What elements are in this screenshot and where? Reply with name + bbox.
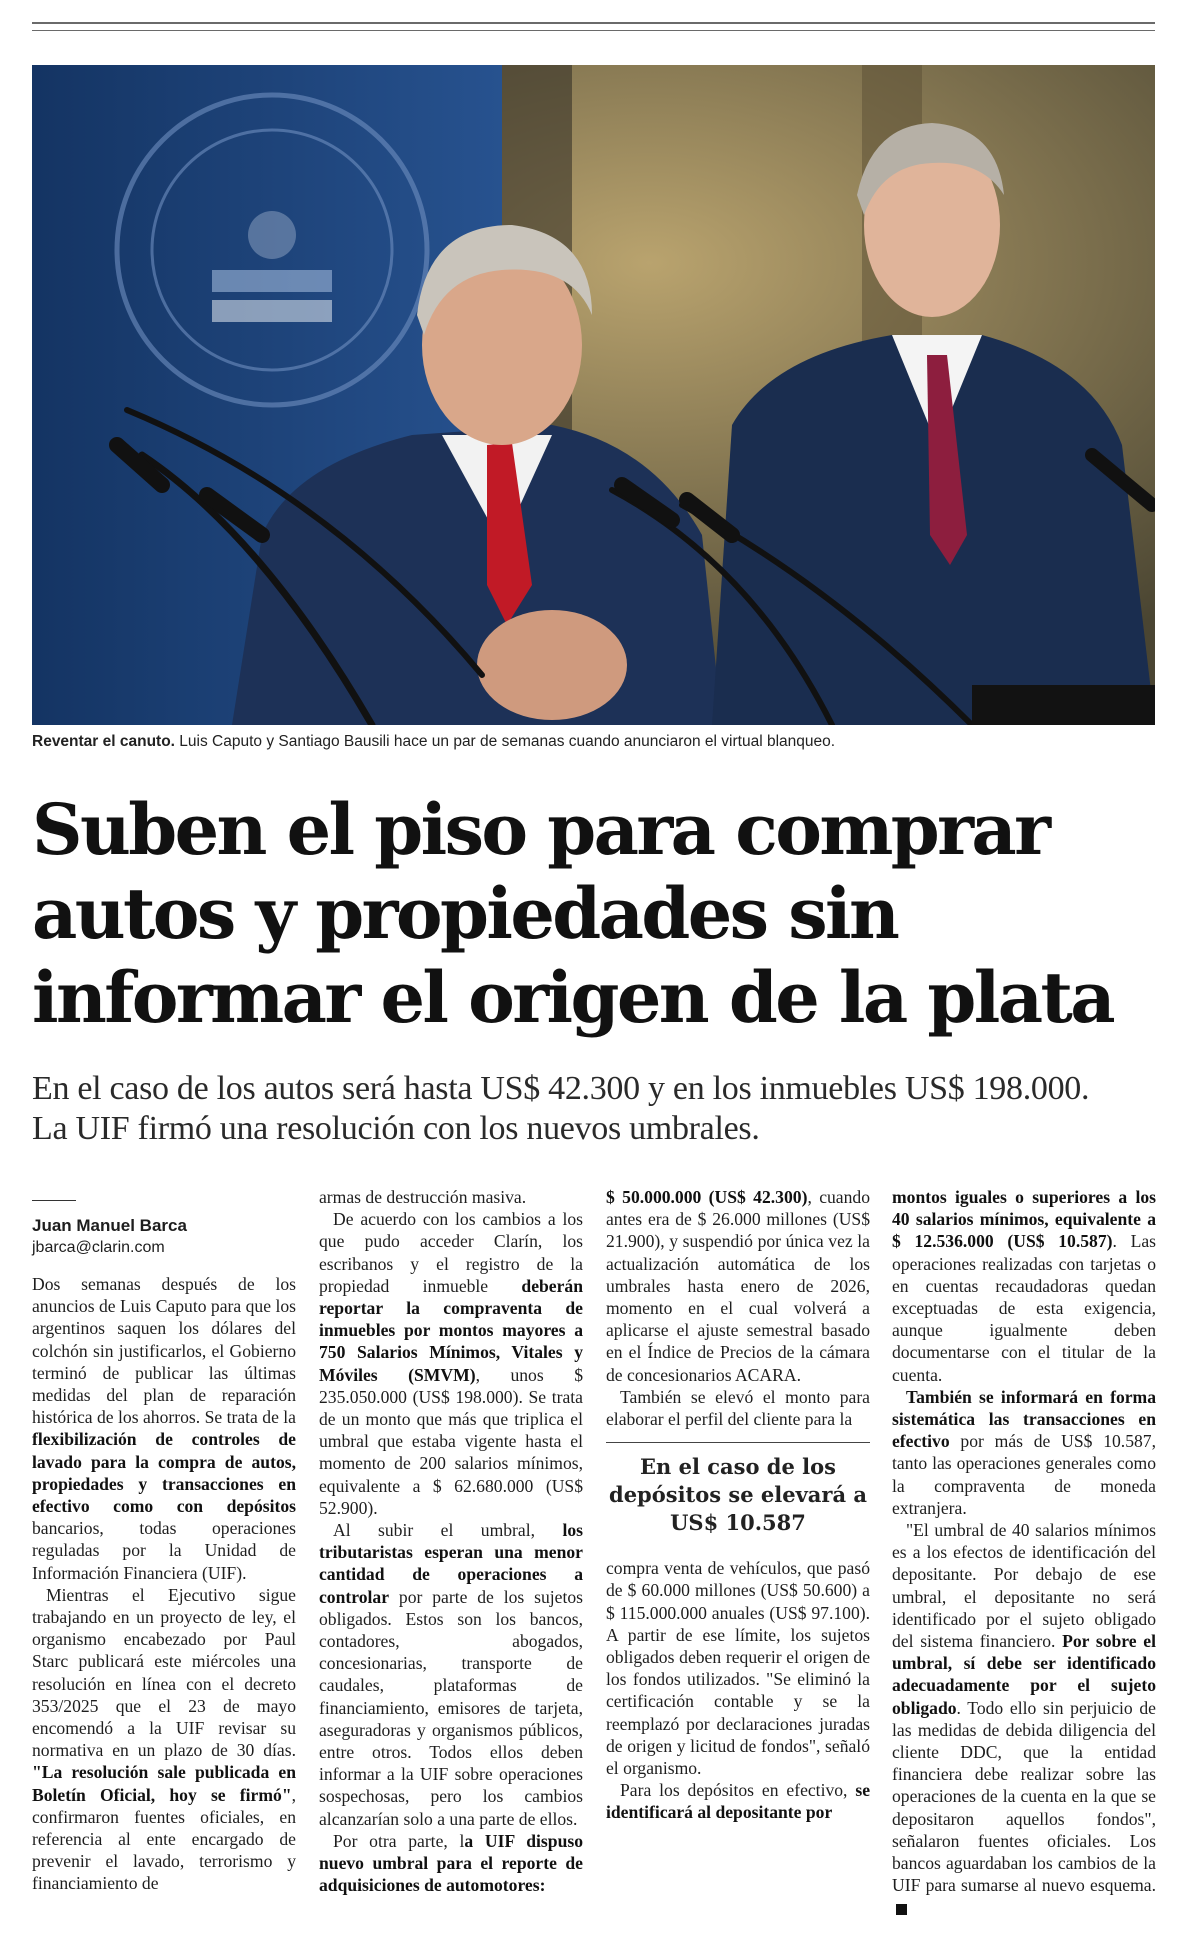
end-mark-icon <box>896 1904 907 1915</box>
paragraph: compra venta de vehículos, que pasó de $ 60.000 millones (US$ 50.600) a $ 115.000.000 anuales (US$ 97.100). A partir de ese límite, los sujetos obligados deben requerir el origen de los fondos utilizados. "Se eliminó la certificación contable y se la reemplazó por declaraciones juradas de origen y licitud de fondos", señaló el organismo. <box>606 1558 870 1779</box>
paragraph: armas de destrucción masiva. <box>319 1187 527 1207</box>
article-column-1 <box>32 1188 296 1895</box>
paragraph: Al subir el umbral, los tributaristas esperan una menor cantidad de operaciones a controlar por parte de los sujetos obligados. Estos son los bancos, contadores, abogados, concesionarias, transporte de caudales, plataformas de financiamiento, emisores de tarjeta, aseguradoras y organismos públicos, entre otros. Todos ellos deben informar a la UIF sobre operaciones sospechosas, pero los cambios alcanzarían solo a una parte de ellos. <box>319 1520 583 1829</box>
photo-caption <box>32 732 1155 752</box>
photo-illustration <box>32 65 1155 725</box>
subheadline-line: En el caso de los autos será hasta US$ 42.300 y en los inmuebles US$ 198.000. <box>32 1070 1090 1107</box>
paragraph: Dos semanas después de los anuncios de Luis Caputo para que los argentinos saquen los dólares del colchón sin justificarlos, el Gobierno terminó de publicar las últimas medidas del plan de reparación histórica de los ahorros. Se trata de la flexibilización de controles de lavado para la compra de autos, propiedades y transacciones en efectivo como con depósitos bancarios, todas operaciones reguladas por la Unidad de Información Financiera (UIF). <box>32 1274 296 1583</box>
paragraph: montos iguales o superiores a los 40 salarios mínimos, equivalente a $ 12.536.000 (US$ 10.587). Las operaciones realizadas con tarjetas o en cuentas recaudadoras quedan exceptuadas de esta exigencia, aunque igualmente deben documentarse con el titular de la cuenta. <box>892 1187 1156 1385</box>
press-conference-photo <box>32 65 1155 725</box>
article-column-2 <box>319 1186 583 1897</box>
paragraph: "El umbral de 40 salarios mínimos es a los efectos de identificación del depositante. Por debajo de ese umbral, el depositante no será identificado por el sujeto obligado del sistema financiero. Por sobre el umbral, sí debe ser identificado adecuadamente por el sujeto obligado. Todo ello sin perjuicio de las medidas de debida diligencia del cliente DDC, que la entidad financiera debe realizar sobre las operaciones de la cuenta en la que se depositaron aquellos fondos", señalaron fuentes oficiales. Los bancos aguardaban los cambios de la UIF para sumarse al nuevo esquema. <box>892 1519 1156 1919</box>
paragraph: También se elevó el monto para elaborar el perfil del cliente para la <box>606 1386 870 1430</box>
headline-line: Suben el piso para comprar <box>32 788 1049 871</box>
caption-text: Luis Caputo y Santiago Bausili hace un par de semanas cuando anunciaron el virtual blanqueo. <box>175 733 836 750</box>
paragraph: $ 50.000.000 (US$ 42.300), cuando antes era de $ 26.000 millones (US$ 21.900), y suspendió por única vez la actualización automática de los umbrales hasta enero de 2026, momento en el cual volverá a aplicarse el ajuste semestral basado en el Índice de Precios de la cámara de concesionarios ACARA. <box>606 1187 870 1385</box>
paragraph: También se informará en forma sistemática las transacciones en efectivo por más de US$ 10.587, tanto las operaciones generales como la compraventa de moneda extranjera. <box>892 1386 1156 1518</box>
paragraph: De acuerdo con los cambios a los que pudo acceder Clarín, los escribanos y el registro de la propiedad inmueble deberán reportar la compraventa de inmuebles por montos mayores a 750 Salarios Mínimos, Vitales y Móviles (SMVM), unos $ 235.050.000 (US$ 198.000). Se trata de un monto que más que triplica el umbral que estaba vigente hasta el momento de 200 salarios mínimos, equivalente a $ 62.680.000 (US$ 52.900). <box>319 1209 584 1518</box>
article-column-4 <box>892 1186 1156 1919</box>
paragraph: Para los depósitos en efectivo, se identificará al depositante por <box>606 1780 870 1823</box>
top-rule-thin <box>32 30 1155 31</box>
paragraph: Por otra parte, la UIF dispuso nuevo umbral para el reporte de adquisiciones de automotores: <box>319 1830 583 1896</box>
caption-lead: Reventar el canuto. <box>32 733 175 750</box>
top-rule <box>32 22 1155 24</box>
headline <box>32 788 1152 1040</box>
headline-line: informar el origen de la plata <box>32 956 1113 1039</box>
byline-rule <box>32 1200 76 1201</box>
pull-quote: En el caso de los depósitos se elevará a US$ 10.587 <box>606 1442 870 1547</box>
headline-line: autos y propiedades sin <box>32 872 898 955</box>
article-column-3 <box>606 1186 870 1824</box>
paragraph: Mientras el Ejecutivo sigue trabajando en un proyecto de ley, el organismo encabezado por Paul Starc publicará este miércoles una resolución en línea con el decreto 353/2025 que el 23 de mayo encomendó a la UIF revisar su normativa en un plazo de 30 días. "La resolución sale publicada en Boletín Oficial, hoy se firmó", confirmaron fuentes oficiales, en referencia al ente encargado de prevenir el lavado, terrorismo y financiamiento de <box>32 1584 296 1894</box>
author-email[interactable]: jbarca@clarin.com <box>32 1239 165 1256</box>
subheadline-line: La UIF firmó una resolución con los nuevos umbrales. <box>32 1110 760 1147</box>
subheadline <box>32 1069 1157 1149</box>
author-name: Juan Manuel Barca <box>32 1216 187 1235</box>
